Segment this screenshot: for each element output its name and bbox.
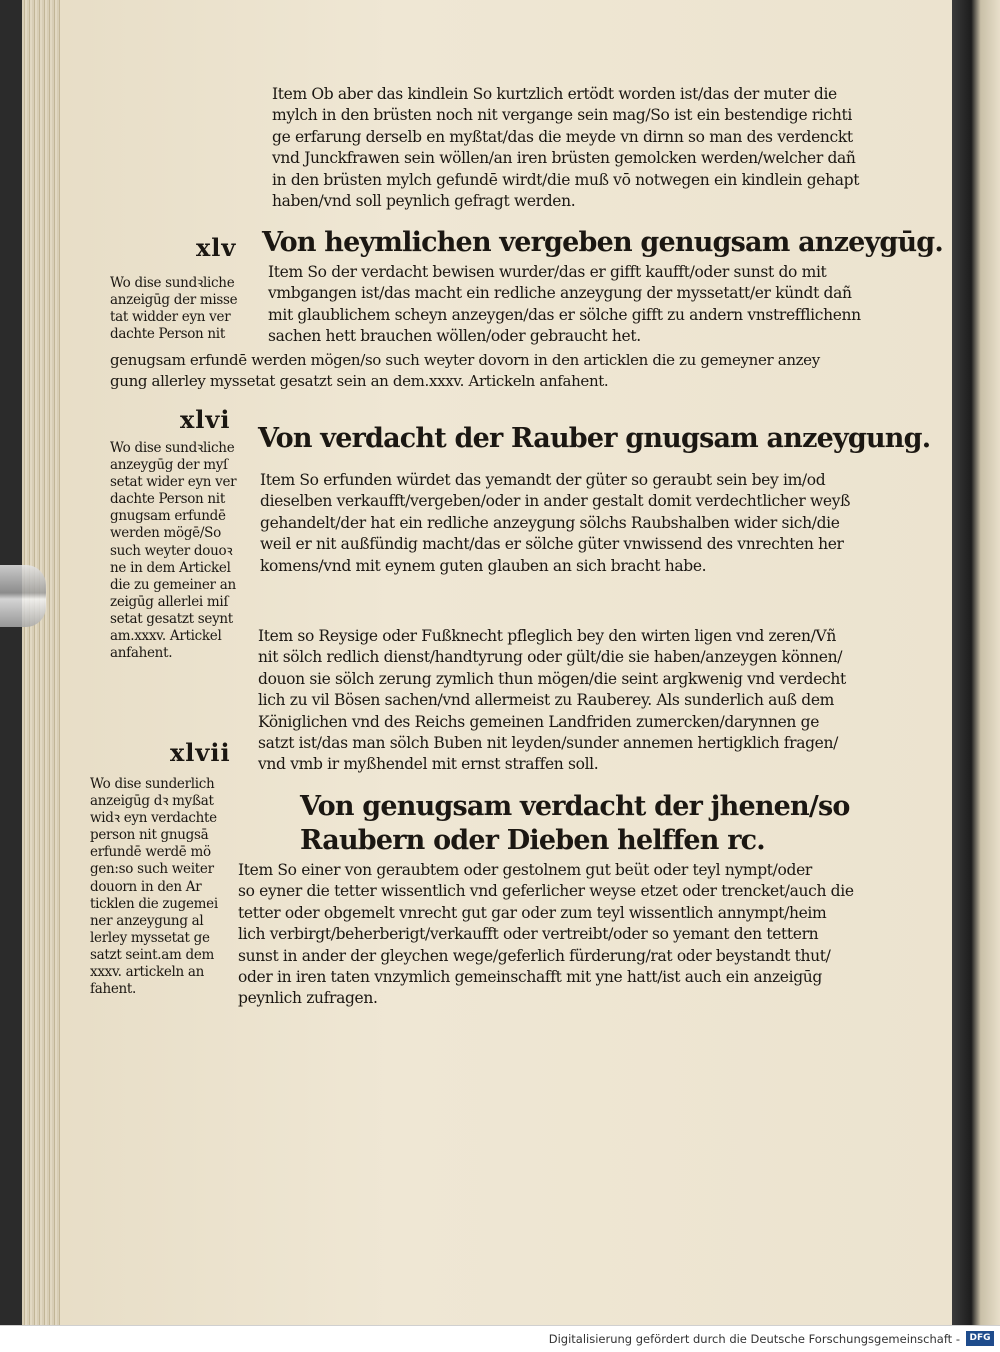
marginal-note-xlvii: Wo dise sunderlich anzeigūg dꝛ myßat widꝛ eyn verdachte person nit gnugsā erfundē werdē mö gen:so such weiter douorn in den Ar ticklen die zugemei ner anzeygung al lerley myssetat ge satzt seint.am dem xxxv. artickeln an fahent. <box>90 776 218 998</box>
section-number-xlvi: xlvi <box>180 405 231 434</box>
paragraph-poisoning-cont: genugsam erfundē werden mögen/so such weyter dovorn in den articklen die zu gemeyner anzey gung allerley myssetat gesatzt sein an dem.xxxv. Artickeln anfahent. <box>110 351 820 391</box>
footer-credit: Digitalisierung gefördert durch die Deutsche Forschungsgemeinschaft - <box>548 1332 960 1346</box>
paragraph-poisoning: Item So der verdacht bewisen wurder/das er gifft kaufft/oder sunst do mit vmbgangen ist/das macht ein redliche anzeygung der myssetatt/er kündt dañ mit glaublichem scheyn anzeygen/das er sölche gifft zu andern vnstrefflichenn sachen hett brauchen wöllen/oder gebraucht het. <box>268 263 861 346</box>
dfg-logo-icon: DFG <box>966 1331 994 1346</box>
marginal-note-xlv: Wo dise sundꝛliche anzeigūg der misse tat widder eyn ver dachte Person nit <box>110 275 238 343</box>
page-clip <box>0 565 46 627</box>
heading-robbers: Von verdacht der Rauber gnugsam anzeygung. <box>258 423 931 454</box>
heading-poisoning: Von heymlichen vergeben genugsam anzeygūg. <box>262 227 943 258</box>
page-edges <box>22 0 60 1325</box>
paragraph-robbers: Item So erfunden würdet das yemandt der güter so geraubt sein bey im/od dieselben verkaufft/vergeben/oder in ander gestalt domit verdechtlicher weyß gehandelt/der hat ein redliche anzeygung sölchs Raubshalben wider sich/die weil er nit außfündig macht/das er sölche güter vnwissend des vnrechten her komens/vnd mit eynem guten glauben an sich bracht habe. <box>260 471 851 575</box>
section-number-xlv: xlv <box>196 233 237 262</box>
heading-accomplices: Von genugsam verdacht der jhenen/so Raubern oder Dieben helffen rc. <box>300 791 850 856</box>
section-number-xlvii: xlvii <box>170 738 231 767</box>
book-spine <box>952 0 1000 1325</box>
paragraph-intro: Item Ob aber das kindlein So kurtzlich ertödt worden ist/das der muter die mylch in den brüsten noch nit vergange sein mag/So ist ein bestendige richti ge erfarung derselb en myßtat/das die meyde vn dirnn so man des verdenckt vnd Junckfrawen sein wöllen/an iren brüsten gemolcken werden/welcher dañ in den brüsten mylch gefundē wirdt/die muß vō notwegen ein kindlein gehapt haben/vnd soll peynlich gefragt werden. <box>272 85 860 211</box>
paragraph-mercenaries: Item so Reysige oder Fußknecht pfleglich bey den wirten ligen vnd zeren/Vñ nit sölch redlich dienst/handtyrung oder gült/die sie haben/anzeygen können/ douon sie sölch zerung zymlich thun mögen/die seint argkwenig vnd verdecht lich zu vil Bösen sachen/vnd allermeist zu Rauberey. Als sunderlich auß dem Königlichen vnd des Reichs gemeinen Landfriden zumercken/darynnen ge satzt ist/das man sölch Buben nit leyden/sunder annemen hertigklich fragen/ vnd vmb ir myßhendel mit ernst straffen soll. <box>258 627 846 774</box>
footer-bar <box>0 1325 1000 1352</box>
paragraph-accomplices: Item So einer von geraubtem oder gestolnem gut beüt oder teyl nympt/oder so eyner die tetter wissentlich vnd geferlicher weyse etzet oder trencket/auch die tetter oder obgemelt vnrecht gut gar oder zum teyl wissentlich annympt/heim lich verbirgt/beherberigt/verkaufft oder vertreibt/oder so yemant den tettern sunst in ander der gleychen wege/geferlich fürderung/rat oder beystandt thut/ oder in iren taten vnzymlich gemeinschafft mit yne hatt/ist auch ein anzeigūg peynlich zufragen. <box>238 861 854 1008</box>
marginal-note-xlvi: Wo dise sundꝛliche anzeygūg der myſ setat wider eyn ver dachte Person nit gnugsam erfundē werden mögē/So such weyter douoꝛ ne in dem Artickel die zu gemeiner an zeigūg allerlei miſ setat gesatzt seynt am.xxxv. Artickel anfahent. <box>110 440 237 662</box>
